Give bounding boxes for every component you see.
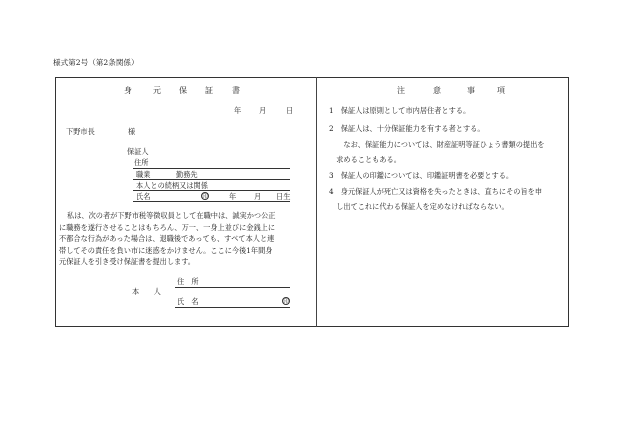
principal-label: 本 人 (132, 287, 161, 296)
occupation-line (133, 179, 290, 180)
date-day-label: 日 (286, 106, 294, 115)
principal-address-line (175, 287, 290, 288)
title-char: 元 (153, 86, 161, 95)
principal-name-line (175, 307, 290, 308)
note-item: 3 保証人の印鑑については、印鑑証明書を必要とする。 (329, 171, 514, 180)
note-item: なお、保証能力については、財産証明等証ひょう書類の提出を (329, 140, 545, 149)
note-item: 2 保証人は、十分保証能力を有する者とする。 (329, 124, 485, 133)
form-label: 様式第2号（第2条関係） (53, 58, 139, 67)
note-item: 求めることもある。 (329, 155, 401, 164)
statement-line: 帯してその責任を負い市に迷惑をかけません。ここに今後1年間身 (59, 245, 273, 255)
relationship-label: 本人との続柄又は関係 (136, 181, 208, 190)
address-line (133, 168, 290, 169)
guarantor-heading: 保証人 (127, 147, 149, 156)
title-char: 身 (124, 86, 132, 95)
statement-line: に職務を遂行させることはもちろん、万一、一身上並びに金銭上に (59, 222, 276, 232)
date-month-label: 月 (259, 106, 267, 115)
statement-line: 元保証人を引き受け保証書を提出します。 (59, 257, 195, 266)
date-year-label: 年 (234, 106, 242, 115)
title-char: 意 (433, 86, 441, 95)
note-item: し出てこれに代わる保証人を定めなければならない。 (329, 202, 509, 211)
address-label: 住所 (134, 158, 149, 167)
addressee: 下野市長 (66, 127, 95, 136)
title-char: 書 (232, 86, 240, 95)
statement-line: 私は、次の者が下野市税等徴収員として在職中は、誠実かつ公正 (67, 211, 276, 220)
principal-address-label: 住 所 (177, 277, 199, 286)
birth-day-label: 日生 (276, 192, 291, 201)
birth-month-label: 月 (254, 192, 262, 201)
principal-seal-mark: 印 (283, 299, 289, 305)
name-label: 氏名 (136, 192, 151, 201)
guarantor-seal-mark: 印 (202, 194, 208, 200)
birth-year-label: 年 (229, 192, 237, 201)
principal-name-label: 氏 名 (177, 297, 199, 306)
relationship-line (133, 190, 290, 191)
note-item: 4 身元保証人が死亡又は資格を失ったときは、直ちにその旨を申 (329, 187, 543, 196)
title-char: 事 (467, 86, 475, 95)
title-char: 注 (397, 86, 405, 95)
title-char: 証 (205, 86, 213, 95)
occupation-label: 職業 (136, 170, 151, 179)
addressee-suffix: 様 (128, 127, 136, 136)
center-divider (316, 77, 317, 327)
name-line (133, 201, 290, 202)
title-char: 項 (497, 86, 505, 95)
workplace-label: 勤務先 (176, 170, 198, 179)
title-char: 保 (179, 86, 187, 95)
note-item: 1 保証人は原則として市内居住者とする。 (329, 106, 471, 115)
statement-line: 不都合な行為があった場合は、退職後であっても、すべて本人と連 (59, 234, 275, 243)
